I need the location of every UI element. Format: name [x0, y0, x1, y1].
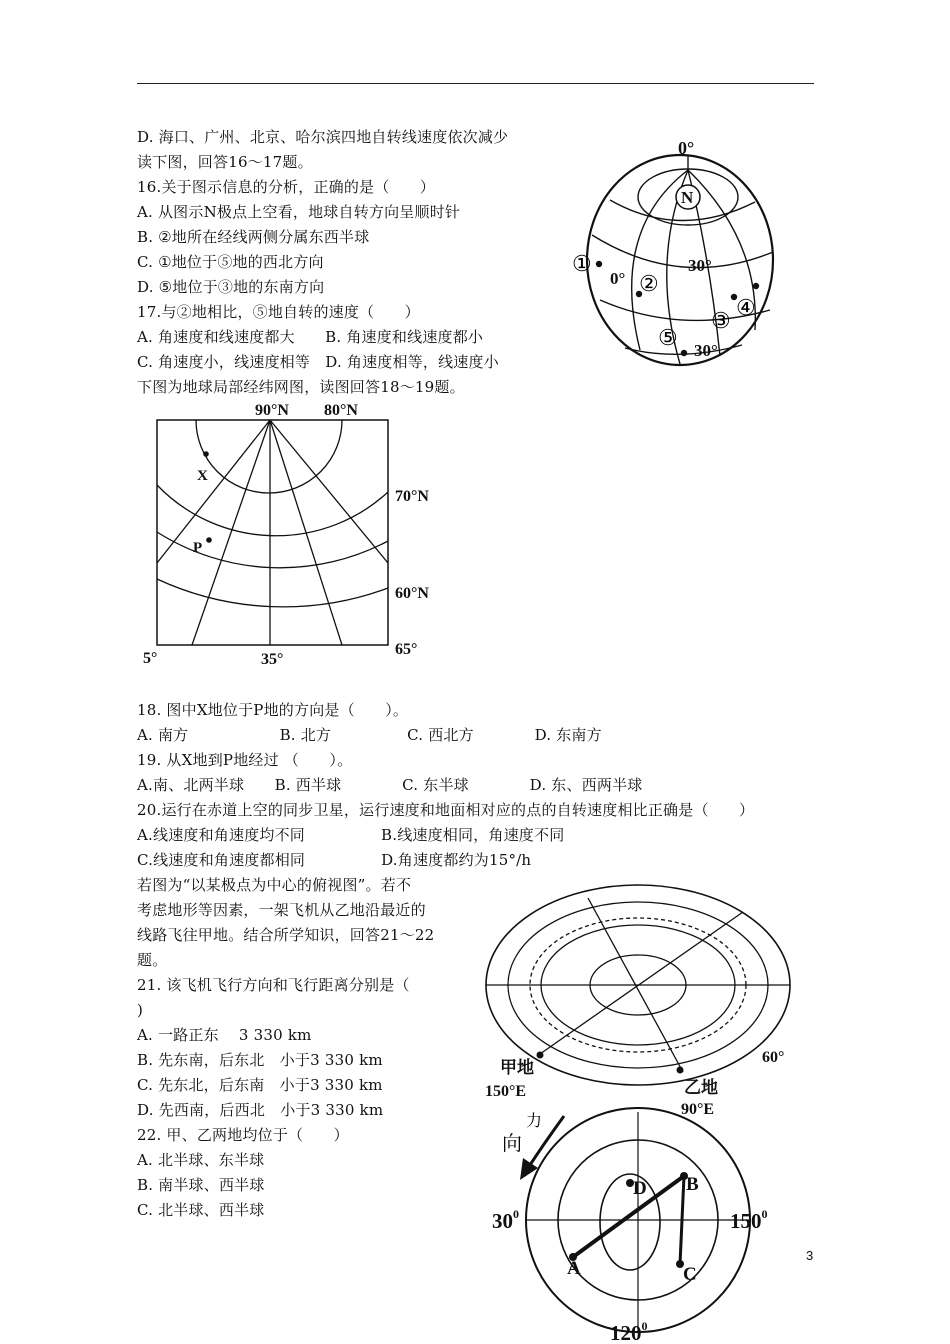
lon-150-label: $150^0$	[730, 1207, 768, 1233]
globe-0-label: 0°	[610, 269, 626, 288]
text-line: 20.运行在赤道上空的同步卫星，运行速度和地面相对应的点的自转速度相比正确是（ ）	[137, 801, 755, 819]
text-line: 16.关于图示信息的分析，正确的是（ ）	[137, 178, 436, 196]
text-line: A. 北半球、东半球	[137, 1151, 265, 1169]
text-line: C. 角速度小，线速度相等 D. 角速度相等，线速度小	[137, 353, 499, 371]
text-line: 读下图，回答16～17题。	[137, 153, 313, 171]
text-line: 22. 甲、乙两地均位于（ ）	[137, 1126, 349, 1144]
text-line: A.线速度和角速度均不同 B.线速度相同，角速度不同	[137, 826, 565, 844]
text-line: D. 海口、广州、北京、哈尔滨四地自转线速度依次减少	[137, 128, 509, 146]
text-line: 下图为地球局部经纬网图，读图回答18～19题。	[137, 378, 465, 396]
lat-60-polar-label: 60°	[762, 1049, 785, 1066]
direction-char: 向	[502, 1131, 522, 1155]
text-line: A. 从图示N极点上空看，地球自转方向呈顺时针	[137, 203, 461, 221]
globe-top-label: 0°	[678, 138, 695, 158]
text-line: A. 一路正东 3 330 km	[137, 1026, 312, 1044]
globe-30-label: 30°	[688, 256, 712, 275]
globe-diagram	[570, 140, 790, 380]
point-3-label: ③	[711, 309, 731, 334]
header-rule	[137, 83, 814, 84]
text-line: 21. 该飞机飞行方向和飞行距离分别是（	[137, 976, 410, 994]
partial-char: 力	[526, 1111, 543, 1130]
text-line: C.线速度和角速度都相同 D.角速度都约为15°/h	[137, 851, 532, 869]
lon-35-label: 35°	[261, 651, 284, 668]
lat-70-label: 70°N	[395, 488, 429, 505]
text-line: A. 角速度和线速度都大 B. 角速度和线速度都小	[137, 328, 484, 346]
lon-30-label: $30^0$	[492, 1207, 519, 1233]
lon-65-label: 65°	[395, 641, 418, 658]
text-line: 线路飞往甲地。结合所学知识，回答21～22	[137, 926, 435, 944]
text-line: D. 先西南，后西北 小于3 330 km	[137, 1101, 384, 1119]
point-d-label: D	[633, 1178, 647, 1199]
text-line: 若图为“以某极点为中心的俯视图”。若不	[137, 876, 412, 894]
point-4-label: ④	[736, 296, 756, 321]
globe-30b-label: 30°	[694, 341, 718, 360]
text-line: C. 北半球、西半球	[137, 1201, 265, 1219]
text-line: B. 先东南，后东北 小于3 330 km	[137, 1051, 383, 1069]
lat-80-label: 80°N	[324, 402, 358, 419]
text-line: A.南、北两半球 B. 西半球 C. 东半球 D. 东、西两半球	[137, 776, 643, 794]
lat-90-label: 90°N	[255, 402, 289, 419]
lon-5-label: 5°	[143, 650, 158, 667]
point-p-label: P	[193, 540, 203, 556]
point-a-label: A	[567, 1258, 581, 1279]
text-line: 17.与②地相比，⑤地自转的速度（ ）	[137, 303, 420, 321]
lat-60-label: 60°N	[395, 585, 429, 602]
text-line: 考虑地形等因素，一架飞机从乙地沿最近的	[137, 901, 426, 919]
point-2-label: ②	[639, 272, 659, 297]
text-line: B. ②地所在经线两侧分属东西半球	[137, 228, 370, 246]
yi-lon-label: 90°E	[681, 1101, 715, 1118]
point-5-label: ⑤	[658, 326, 678, 351]
jia-label: 甲地	[500, 1058, 534, 1077]
latlon-grid-map	[137, 398, 447, 670]
page-number: 3	[806, 1248, 814, 1263]
text-line: 18. 图中X地位于P地的方向是（ ）。	[137, 701, 409, 719]
text-line: 19. 从X地到P地经过 （ ）。	[137, 751, 353, 769]
rotation-map	[490, 1112, 790, 1344]
point-b-label: B	[686, 1174, 699, 1195]
text-line: D. ⑤地位于③地的东南方向	[137, 278, 325, 296]
point-c-label: C	[683, 1264, 697, 1285]
point-x-label: X	[197, 468, 208, 484]
pole-label: N	[681, 188, 694, 207]
lon-120-label: $120^0$	[610, 1319, 648, 1344]
yi-label: 乙地	[684, 1078, 718, 1097]
text-line: C. 先东北，后东南 小于3 330 km	[137, 1076, 383, 1094]
point-1-label: ①	[572, 252, 592, 277]
text-line: B. 南半球、西半球	[137, 1176, 265, 1194]
text-line: 题。	[137, 951, 168, 969]
jia-lon-label: 150°E	[485, 1083, 527, 1100]
text-line: )	[137, 1001, 144, 1019]
text-line: A. 南方 B. 北方 C. 西北方 D. 东南方	[137, 726, 602, 744]
text-line: C. ①地位于⑤地的西北方向	[137, 253, 324, 271]
polar-view-map	[478, 880, 808, 1120]
